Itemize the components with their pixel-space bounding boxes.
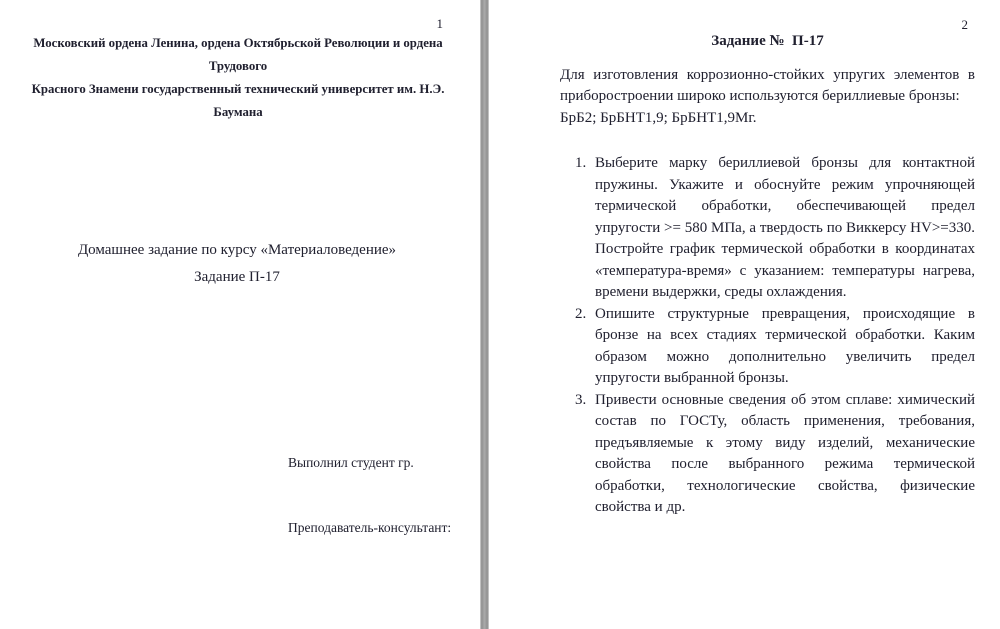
task-item-1 [560, 153, 975, 304]
task-item-3 [560, 390, 975, 519]
assignment-number: Задание П-17 [194, 269, 280, 285]
student-line: Выполнил студент гр. [288, 455, 414, 470]
university-title-line1: Московский ордена Ленина, ордена Октябрьской Революции и ордена Трудового [33, 36, 443, 73]
task-text-1: Выберите марку бериллиевой бронзы для контактной пружины. Укажите и обоснуйте режим упрочняющей термической обработки, обеспечивающей предел упругости >= 580 МПа, а твердость по Виккерсу HV>=330. Постройте график термической обработки в координатах «температура-время» с указанием: температуры нагрева, времени выдержки, среды охлаждения. [595, 155, 975, 300]
page-number-1: 1 [436, 16, 443, 31]
page-1 [0, 0, 480, 629]
task-list [560, 153, 975, 519]
task-text-2: Опишите структурные превращения, происходящие в бронзе на всех стадиях термической обработки. Каким образом можно дополнительно увеличить предел упругости выбранной бронзы. [595, 305, 975, 386]
page-number-2: 2 [961, 17, 968, 32]
task-sheet-title: Задание № П-17 [711, 33, 824, 49]
page-2 [489, 0, 1000, 629]
task-number-3: 3. [575, 391, 587, 408]
page-divider [480, 0, 489, 629]
university-title [14, 32, 462, 124]
task-item-2 [560, 304, 975, 390]
homework-heading [0, 237, 474, 291]
task-number-1: 1. [575, 155, 587, 171]
intro-paragraph: Для изготовления коррозионно-стойких упругих элементов в приборостроении широко используются бериллиевые бронзы: [560, 66, 975, 104]
task-text-3: Привести основные сведения об этом сплаве: химический состав по ГОСТу, область применения, требования, предъявляемые к этому виду изделий, механические свойства после выбранного режима термической обработки, технологические свойства, физические свойства и др. [595, 391, 975, 515]
task-number-2: 2. [575, 305, 587, 322]
alloys-line: БрБ2; БрБНТ1,9; БрБНТ1,9Мг. [560, 109, 757, 126]
course-title: Домашнее задание по курсу «Материаловедение» [77, 242, 397, 258]
consultant-line: Преподаватель-консультант: [288, 520, 452, 535]
university-title-line2: Красного Знамени государственный технический университет им. Н.Э. Баумана [31, 82, 445, 119]
page-2-content [560, 31, 975, 519]
